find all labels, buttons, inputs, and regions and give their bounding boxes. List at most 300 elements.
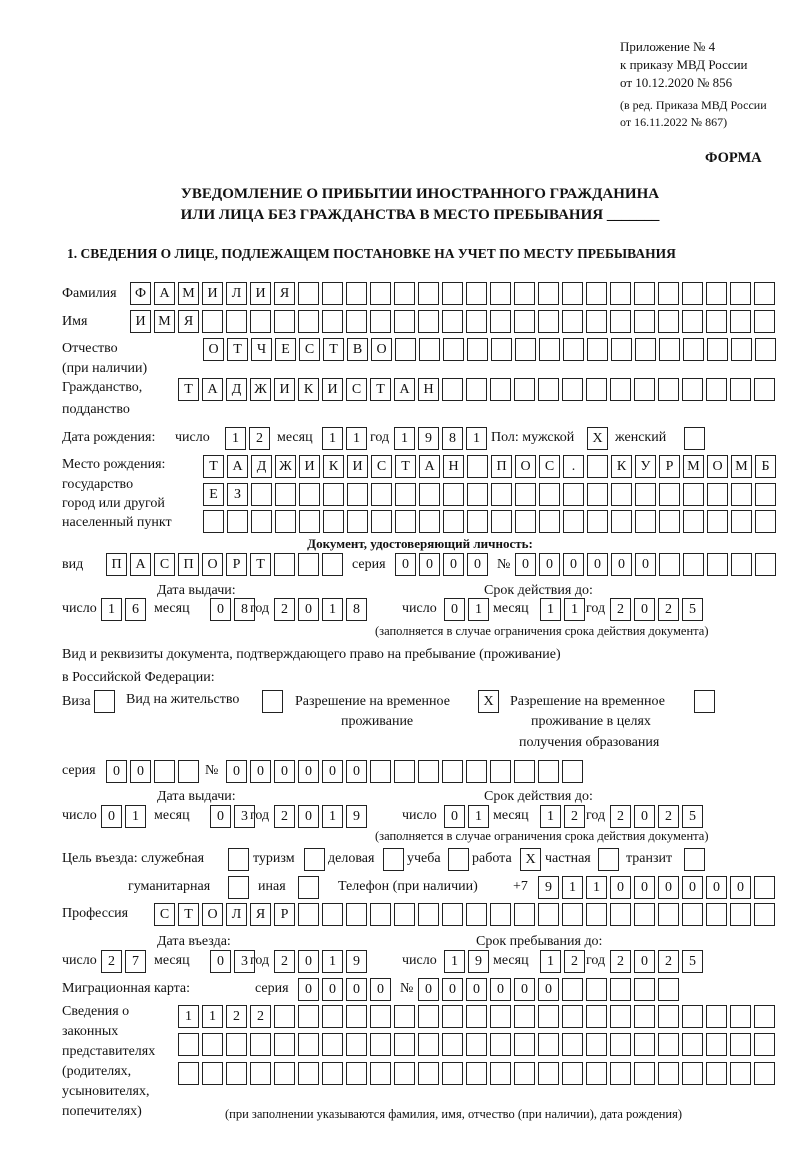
char-cell[interactable]: 0 <box>322 760 343 783</box>
char-cell[interactable] <box>682 282 703 305</box>
char-cell[interactable] <box>514 760 535 783</box>
char-cell[interactable] <box>586 378 607 401</box>
char-cell[interactable] <box>684 848 705 871</box>
char-cell[interactable] <box>442 903 463 926</box>
char-cell[interactable] <box>682 378 703 401</box>
char-cell[interactable] <box>346 1033 367 1056</box>
char-cell[interactable]: 0 <box>539 553 560 576</box>
char-cell[interactable] <box>587 510 608 533</box>
char-cell[interactable] <box>611 338 632 361</box>
char-cell[interactable]: К <box>298 378 319 401</box>
char-cell[interactable] <box>659 510 680 533</box>
char-cell[interactable]: А <box>394 378 415 401</box>
char-cell[interactable] <box>418 1062 439 1085</box>
char-cell[interactable]: 0 <box>444 598 465 621</box>
char-cell[interactable] <box>275 510 296 533</box>
char-cell[interactable]: 0 <box>298 760 319 783</box>
char-cell[interactable]: К <box>323 455 344 478</box>
char-cell[interactable] <box>610 310 631 333</box>
char-cell[interactable] <box>394 1033 415 1056</box>
char-cell[interactable]: О <box>707 455 728 478</box>
char-cell[interactable]: Ж <box>275 455 296 478</box>
char-cell[interactable] <box>730 1062 751 1085</box>
char-cell[interactable] <box>203 510 224 533</box>
char-cell[interactable]: П <box>106 553 127 576</box>
char-cell[interactable]: 5 <box>682 805 703 828</box>
char-cell[interactable] <box>226 1062 247 1085</box>
char-cell[interactable] <box>347 483 368 506</box>
char-cell[interactable]: 1 <box>125 805 146 828</box>
char-cell[interactable]: 0 <box>346 760 367 783</box>
char-cell[interactable]: 0 <box>515 553 536 576</box>
char-cell[interactable]: 0 <box>226 760 247 783</box>
char-cell[interactable] <box>299 510 320 533</box>
char-cell[interactable] <box>755 553 776 576</box>
char-cell[interactable] <box>731 510 752 533</box>
char-cell[interactable] <box>346 903 367 926</box>
char-cell[interactable] <box>418 760 439 783</box>
char-cell[interactable] <box>383 848 404 871</box>
char-cell[interactable]: Б <box>755 455 776 478</box>
char-cell[interactable]: А <box>227 455 248 478</box>
char-cell[interactable] <box>515 510 536 533</box>
char-cell[interactable] <box>394 310 415 333</box>
char-cell[interactable] <box>514 903 535 926</box>
char-cell[interactable]: Т <box>178 378 199 401</box>
char-cell[interactable] <box>610 378 631 401</box>
char-cell[interactable]: 1 <box>444 950 465 973</box>
char-cell[interactable] <box>634 378 655 401</box>
char-cell[interactable] <box>658 282 679 305</box>
char-cell[interactable]: 0 <box>210 598 231 621</box>
char-cell[interactable]: И <box>250 282 271 305</box>
char-cell[interactable]: С <box>299 338 320 361</box>
char-cell[interactable] <box>346 1005 367 1028</box>
char-cell[interactable]: 2 <box>101 950 122 973</box>
char-cell[interactable]: 0 <box>418 978 439 1001</box>
char-cell[interactable]: 0 <box>634 876 655 899</box>
char-cell[interactable] <box>395 510 416 533</box>
char-cell[interactable] <box>586 1062 607 1085</box>
char-cell[interactable]: 0 <box>298 805 319 828</box>
char-cell[interactable] <box>490 760 511 783</box>
char-cell[interactable]: О <box>515 455 536 478</box>
char-cell[interactable] <box>707 483 728 506</box>
char-cell[interactable] <box>707 510 728 533</box>
char-cell[interactable] <box>634 1005 655 1028</box>
char-cell[interactable] <box>658 378 679 401</box>
char-cell[interactable]: 2 <box>610 950 631 973</box>
char-cell[interactable]: Р <box>274 903 295 926</box>
char-cell[interactable] <box>491 510 512 533</box>
char-cell[interactable]: И <box>202 282 223 305</box>
char-cell[interactable] <box>754 282 775 305</box>
char-cell[interactable] <box>610 1033 631 1056</box>
char-cell[interactable]: 2 <box>226 1005 247 1028</box>
char-cell[interactable] <box>586 903 607 926</box>
char-cell[interactable]: 1 <box>468 805 489 828</box>
char-cell[interactable] <box>178 1033 199 1056</box>
char-cell[interactable] <box>298 903 319 926</box>
char-cell[interactable] <box>538 282 559 305</box>
char-cell[interactable] <box>322 1033 343 1056</box>
char-cell[interactable]: 1 <box>322 598 343 621</box>
char-cell[interactable] <box>442 282 463 305</box>
char-cell[interactable]: 1 <box>322 950 343 973</box>
char-cell[interactable] <box>562 903 583 926</box>
char-cell[interactable]: 8 <box>346 598 367 621</box>
char-cell[interactable] <box>706 1033 727 1056</box>
char-cell[interactable] <box>250 310 271 333</box>
char-cell[interactable]: И <box>322 378 343 401</box>
char-cell[interactable]: У <box>635 455 656 478</box>
char-cell[interactable]: 0 <box>466 978 487 1001</box>
char-cell[interactable] <box>538 1033 559 1056</box>
char-cell[interactable]: Ж <box>250 378 271 401</box>
char-cell[interactable] <box>466 1033 487 1056</box>
char-cell[interactable] <box>467 455 488 478</box>
char-cell[interactable] <box>598 848 619 871</box>
char-cell[interactable] <box>467 483 488 506</box>
char-cell[interactable]: 0 <box>442 978 463 1001</box>
char-cell[interactable] <box>250 1062 271 1085</box>
char-cell[interactable] <box>586 1033 607 1056</box>
char-cell[interactable] <box>515 483 536 506</box>
char-cell[interactable]: 1 <box>540 598 561 621</box>
char-cell[interactable] <box>730 378 751 401</box>
char-cell[interactable]: 7 <box>125 950 146 973</box>
char-cell[interactable] <box>706 903 727 926</box>
char-cell[interactable]: О <box>202 553 223 576</box>
char-cell[interactable]: 0 <box>635 553 656 576</box>
char-cell[interactable]: 0 <box>682 876 703 899</box>
char-cell[interactable]: 1 <box>101 598 122 621</box>
char-cell[interactable]: Л <box>226 903 247 926</box>
char-cell[interactable]: О <box>202 903 223 926</box>
char-cell[interactable] <box>610 1005 631 1028</box>
char-cell[interactable] <box>538 310 559 333</box>
char-cell[interactable] <box>635 483 656 506</box>
char-cell[interactable] <box>634 282 655 305</box>
char-cell[interactable] <box>443 338 464 361</box>
char-cell[interactable]: . <box>563 455 584 478</box>
char-cell[interactable]: 1 <box>586 876 607 899</box>
char-cell[interactable] <box>226 310 247 333</box>
char-cell[interactable]: 0 <box>210 805 231 828</box>
char-cell[interactable] <box>466 310 487 333</box>
char-cell[interactable] <box>538 1062 559 1085</box>
char-cell[interactable]: X <box>587 427 608 450</box>
char-cell[interactable] <box>610 978 631 1001</box>
char-cell[interactable] <box>418 903 439 926</box>
char-cell[interactable]: М <box>731 455 752 478</box>
char-cell[interactable] <box>202 1033 223 1056</box>
char-cell[interactable]: 0 <box>706 876 727 899</box>
char-cell[interactable] <box>754 378 775 401</box>
char-cell[interactable] <box>682 310 703 333</box>
char-cell[interactable] <box>418 310 439 333</box>
char-cell[interactable] <box>467 510 488 533</box>
char-cell[interactable]: С <box>539 455 560 478</box>
char-cell[interactable]: 2 <box>658 805 679 828</box>
char-cell[interactable] <box>754 903 775 926</box>
char-cell[interactable] <box>563 483 584 506</box>
char-cell[interactable] <box>562 760 583 783</box>
char-cell[interactable] <box>587 483 608 506</box>
char-cell[interactable] <box>322 553 343 576</box>
char-cell[interactable]: 1 <box>225 427 246 450</box>
char-cell[interactable]: 1 <box>562 876 583 899</box>
char-cell[interactable]: Т <box>227 338 248 361</box>
char-cell[interactable] <box>538 903 559 926</box>
char-cell[interactable]: 2 <box>564 950 585 973</box>
char-cell[interactable] <box>539 338 560 361</box>
char-cell[interactable] <box>515 338 536 361</box>
char-cell[interactable]: 9 <box>468 950 489 973</box>
char-cell[interactable]: С <box>371 455 392 478</box>
char-cell[interactable]: Е <box>275 338 296 361</box>
char-cell[interactable] <box>178 760 199 783</box>
char-cell[interactable]: 0 <box>658 876 679 899</box>
char-cell[interactable] <box>442 378 463 401</box>
char-cell[interactable] <box>706 1062 727 1085</box>
char-cell[interactable] <box>274 553 295 576</box>
char-cell[interactable] <box>251 510 272 533</box>
char-cell[interactable]: 1 <box>322 805 343 828</box>
char-cell[interactable] <box>346 310 367 333</box>
char-cell[interactable]: 2 <box>274 598 295 621</box>
char-cell[interactable] <box>706 378 727 401</box>
char-cell[interactable]: Ч <box>251 338 272 361</box>
char-cell[interactable]: Н <box>443 455 464 478</box>
char-cell[interactable]: 0 <box>130 760 151 783</box>
char-cell[interactable]: 0 <box>538 978 559 1001</box>
char-cell[interactable] <box>443 483 464 506</box>
char-cell[interactable]: 0 <box>250 760 271 783</box>
char-cell[interactable] <box>563 338 584 361</box>
char-cell[interactable]: Ф <box>130 282 151 305</box>
char-cell[interactable] <box>323 510 344 533</box>
char-cell[interactable] <box>586 978 607 1001</box>
char-cell[interactable] <box>562 978 583 1001</box>
char-cell[interactable]: 2 <box>564 805 585 828</box>
char-cell[interactable] <box>706 310 727 333</box>
char-cell[interactable] <box>467 338 488 361</box>
char-cell[interactable] <box>442 1033 463 1056</box>
char-cell[interactable] <box>304 848 325 871</box>
char-cell[interactable] <box>683 553 704 576</box>
char-cell[interactable]: П <box>491 455 512 478</box>
char-cell[interactable] <box>370 310 391 333</box>
char-cell[interactable]: 8 <box>442 427 463 450</box>
char-cell[interactable] <box>322 1005 343 1028</box>
char-cell[interactable]: Н <box>418 378 439 401</box>
char-cell[interactable] <box>419 338 440 361</box>
char-cell[interactable] <box>322 282 343 305</box>
char-cell[interactable] <box>322 903 343 926</box>
char-cell[interactable] <box>274 310 295 333</box>
char-cell[interactable] <box>730 282 751 305</box>
char-cell[interactable] <box>538 760 559 783</box>
char-cell[interactable] <box>466 760 487 783</box>
char-cell[interactable]: Е <box>203 483 224 506</box>
char-cell[interactable] <box>562 1005 583 1028</box>
char-cell[interactable] <box>490 903 511 926</box>
char-cell[interactable] <box>562 310 583 333</box>
char-cell[interactable]: И <box>299 455 320 478</box>
char-cell[interactable] <box>490 1033 511 1056</box>
char-cell[interactable]: 0 <box>419 553 440 576</box>
char-cell[interactable] <box>755 483 776 506</box>
char-cell[interactable]: 6 <box>125 598 146 621</box>
char-cell[interactable]: 0 <box>395 553 416 576</box>
char-cell[interactable] <box>442 1005 463 1028</box>
char-cell[interactable] <box>682 1062 703 1085</box>
char-cell[interactable] <box>683 483 704 506</box>
char-cell[interactable] <box>755 338 776 361</box>
char-cell[interactable]: 1 <box>540 805 561 828</box>
char-cell[interactable] <box>694 690 715 713</box>
char-cell[interactable] <box>755 510 776 533</box>
char-cell[interactable] <box>371 483 392 506</box>
char-cell[interactable] <box>299 483 320 506</box>
char-cell[interactable] <box>562 1062 583 1085</box>
char-cell[interactable] <box>610 282 631 305</box>
char-cell[interactable] <box>370 1062 391 1085</box>
char-cell[interactable] <box>539 483 560 506</box>
char-cell[interactable]: 3 <box>234 805 255 828</box>
char-cell[interactable] <box>370 282 391 305</box>
char-cell[interactable] <box>466 282 487 305</box>
char-cell[interactable] <box>490 310 511 333</box>
char-cell[interactable] <box>226 1033 247 1056</box>
char-cell[interactable]: 0 <box>274 760 295 783</box>
char-cell[interactable] <box>466 1005 487 1028</box>
char-cell[interactable] <box>634 310 655 333</box>
char-cell[interactable]: М <box>178 282 199 305</box>
char-cell[interactable] <box>298 553 319 576</box>
char-cell[interactable] <box>730 1033 751 1056</box>
char-cell[interactable] <box>587 338 608 361</box>
char-cell[interactable]: 0 <box>490 978 511 1001</box>
char-cell[interactable] <box>754 1033 775 1056</box>
char-cell[interactable] <box>94 690 115 713</box>
char-cell[interactable]: 2 <box>658 950 679 973</box>
char-cell[interactable]: 0 <box>370 978 391 1001</box>
char-cell[interactable] <box>706 282 727 305</box>
char-cell[interactable] <box>538 378 559 401</box>
char-cell[interactable] <box>371 510 392 533</box>
char-cell[interactable] <box>442 310 463 333</box>
char-cell[interactable]: 0 <box>322 978 343 1001</box>
char-cell[interactable]: 1 <box>346 427 367 450</box>
char-cell[interactable]: 1 <box>466 427 487 450</box>
char-cell[interactable] <box>419 510 440 533</box>
char-cell[interactable]: Я <box>250 903 271 926</box>
char-cell[interactable] <box>539 510 560 533</box>
char-cell[interactable] <box>683 338 704 361</box>
char-cell[interactable]: О <box>371 338 392 361</box>
char-cell[interactable]: 0 <box>611 553 632 576</box>
char-cell[interactable]: X <box>478 690 499 713</box>
char-cell[interactable] <box>562 1033 583 1056</box>
char-cell[interactable] <box>587 455 608 478</box>
char-cell[interactable] <box>682 1005 703 1028</box>
char-cell[interactable] <box>298 310 319 333</box>
char-cell[interactable] <box>250 1033 271 1056</box>
char-cell[interactable]: 9 <box>538 876 559 899</box>
char-cell[interactable] <box>707 338 728 361</box>
char-cell[interactable]: 0 <box>514 978 535 1001</box>
char-cell[interactable]: 2 <box>274 805 295 828</box>
char-cell[interactable] <box>275 483 296 506</box>
char-cell[interactable]: 1 <box>394 427 415 450</box>
char-cell[interactable] <box>466 903 487 926</box>
char-cell[interactable]: 0 <box>634 805 655 828</box>
char-cell[interactable] <box>659 553 680 576</box>
char-cell[interactable] <box>395 483 416 506</box>
char-cell[interactable] <box>563 510 584 533</box>
char-cell[interactable]: З <box>227 483 248 506</box>
char-cell[interactable]: Р <box>226 553 247 576</box>
char-cell[interactable]: 0 <box>730 876 751 899</box>
char-cell[interactable] <box>202 310 223 333</box>
char-cell[interactable] <box>346 1062 367 1085</box>
char-cell[interactable] <box>730 310 751 333</box>
char-cell[interactable] <box>634 1062 655 1085</box>
char-cell[interactable]: 0 <box>346 978 367 1001</box>
char-cell[interactable] <box>514 378 535 401</box>
char-cell[interactable] <box>490 378 511 401</box>
char-cell[interactable] <box>395 338 416 361</box>
char-cell[interactable]: 0 <box>210 950 231 973</box>
char-cell[interactable]: Т <box>395 455 416 478</box>
char-cell[interactable]: 1 <box>178 1005 199 1028</box>
char-cell[interactable]: Т <box>370 378 391 401</box>
char-cell[interactable] <box>754 1005 775 1028</box>
char-cell[interactable] <box>514 1033 535 1056</box>
char-cell[interactable] <box>394 903 415 926</box>
char-cell[interactable]: Д <box>251 455 272 478</box>
char-cell[interactable]: 5 <box>682 598 703 621</box>
char-cell[interactable]: 5 <box>682 950 703 973</box>
char-cell[interactable] <box>490 1005 511 1028</box>
char-cell[interactable] <box>754 310 775 333</box>
char-cell[interactable] <box>731 338 752 361</box>
char-cell[interactable] <box>466 1062 487 1085</box>
char-cell[interactable] <box>659 483 680 506</box>
char-cell[interactable]: 3 <box>234 950 255 973</box>
char-cell[interactable] <box>346 282 367 305</box>
char-cell[interactable]: 1 <box>540 950 561 973</box>
char-cell[interactable]: 9 <box>346 950 367 973</box>
char-cell[interactable] <box>586 1005 607 1028</box>
char-cell[interactable]: Т <box>203 455 224 478</box>
char-cell[interactable] <box>658 903 679 926</box>
char-cell[interactable] <box>178 1062 199 1085</box>
char-cell[interactable] <box>562 378 583 401</box>
char-cell[interactable] <box>274 1033 295 1056</box>
char-cell[interactable]: 0 <box>634 598 655 621</box>
char-cell[interactable]: 0 <box>610 876 631 899</box>
char-cell[interactable]: П <box>178 553 199 576</box>
char-cell[interactable] <box>394 1062 415 1085</box>
char-cell[interactable] <box>418 282 439 305</box>
char-cell[interactable]: 2 <box>658 598 679 621</box>
char-cell[interactable]: 2 <box>610 805 631 828</box>
char-cell[interactable] <box>491 483 512 506</box>
char-cell[interactable] <box>586 310 607 333</box>
